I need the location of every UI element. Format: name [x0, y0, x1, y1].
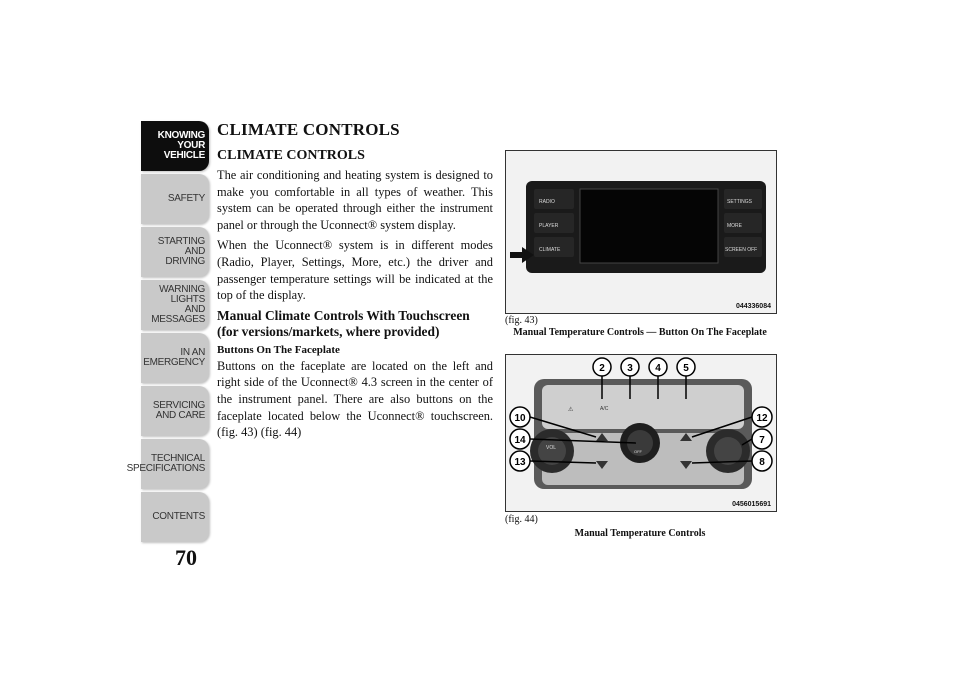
- paragraph-faceplate: Buttons on the faceplate are located on the left and right side of the Uconnect® 4.3 screen in the center of the instrument panel. There are also buttons on the faceplate located below the Uconnect® touchscreen. (fig. 43) (fig. 44): [217, 358, 493, 440]
- settings-label: SETTINGS: [727, 199, 753, 205]
- callout-7: 7: [759, 435, 765, 446]
- callout-8: 8: [759, 457, 765, 468]
- tab-starting-and-driving[interactable]: [141, 227, 209, 277]
- figure-43-illustration: [506, 151, 776, 313]
- tab-technical-specifications[interactable]: [126, 439, 209, 489]
- tab-label: TECHNICAL SPECIFICATIONS: [126, 453, 205, 474]
- callout-3: 3: [627, 363, 633, 374]
- tab-contents[interactable]: [141, 492, 209, 542]
- figure-44-illustration: [506, 355, 776, 511]
- tab-label: KNOWING YOUR VEHICLE: [157, 130, 205, 161]
- figure-44-ref: (fig. 44): [505, 514, 538, 525]
- tab-label: SERVICING AND CARE: [152, 400, 205, 421]
- figure-44-caption: Manual Temperature Controls: [574, 528, 706, 539]
- callout-12: 12: [756, 413, 768, 424]
- vol-label: VOL: [546, 445, 557, 451]
- screen-off-label: SCREEN OFF: [725, 247, 758, 253]
- svg-text:⚠: ⚠: [568, 407, 574, 413]
- page-number: 70: [175, 545, 197, 570]
- figure-code: 044336084: [735, 303, 771, 310]
- tab-label: IN AN EMERGENCY: [143, 347, 205, 368]
- figure-code: 0456015691: [732, 501, 771, 508]
- callout-10: 10: [514, 413, 526, 424]
- heading-manual-climate: Manual Climate Controls With Touchscreen (for versions/markets, where provided): [217, 307, 470, 339]
- main-text-column: [217, 120, 493, 445]
- section-heading: CLIMATE CONTROLS: [217, 120, 400, 139]
- climate-label: CLIMATE: [539, 247, 561, 253]
- callout-13: 13: [514, 457, 526, 468]
- tab-label: SAFETY: [167, 193, 205, 204]
- radio-label: RADIO: [539, 199, 555, 205]
- subsection-heading: CLIMATE CONTROLS: [217, 148, 365, 163]
- figure-44: [505, 354, 777, 512]
- tab-knowing-your-vehicle[interactable]: [141, 121, 209, 171]
- more-label: MORE: [727, 223, 742, 229]
- callout-4: 4: [655, 363, 661, 374]
- tab-label: STARTING AND DRIVING: [157, 236, 205, 267]
- tab-warning-lights[interactable]: [141, 280, 209, 330]
- callout-5: 5: [683, 363, 689, 374]
- tab-servicing-and-care[interactable]: [141, 386, 209, 436]
- tab-label: WARNING LIGHTS AND MESSAGES: [151, 284, 205, 325]
- player-label: PLAYER: [539, 223, 559, 229]
- heading-faceplate-buttons: Buttons On The Faceplate: [217, 343, 340, 356]
- figure-43-ref: (fig. 43): [505, 315, 538, 326]
- callout-2: 2: [599, 363, 605, 374]
- callout-14: 14: [514, 435, 526, 446]
- paragraph-modes: When the Uconnect® system is in different modes (Radio, Player, Settings, More, etc.) the driver and passenger temperature settings will be indicated at the top of the display.: [217, 238, 493, 303]
- tab-label: CONTENTS: [152, 511, 205, 522]
- off-label: OFF: [634, 449, 642, 454]
- tab-safety[interactable]: [141, 174, 209, 224]
- figure-43-caption: Manual Temperature Controls — Button On The Faceplate: [513, 327, 767, 338]
- ac-label: A/C: [600, 406, 609, 412]
- paragraph-intro: The air conditioning and heating system is designed to make you comfortable in all types of weather. This system can be operated through either the instrument panel or through the Uconnect® system display.: [217, 168, 493, 232]
- figure-43: [505, 150, 777, 314]
- tab-in-an-emergency[interactable]: [141, 333, 209, 383]
